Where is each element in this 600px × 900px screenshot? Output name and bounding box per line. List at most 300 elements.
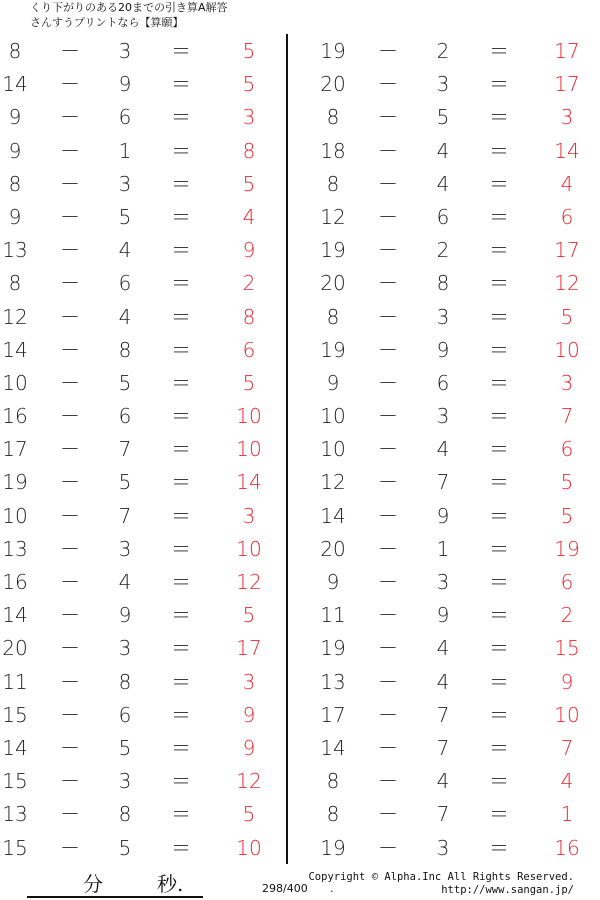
problem-row (318, 301, 600, 334)
minus-sign: － (60, 536, 80, 561)
equals-sign: ＝ (171, 238, 191, 263)
problem-row (0, 301, 282, 334)
answer: 3 (560, 105, 574, 130)
seconds-label: 秒. (157, 872, 184, 896)
answer: 19 (554, 536, 580, 561)
minuend: 20 (320, 271, 346, 296)
answer: 1 (560, 802, 574, 827)
subtrahend: 8 (118, 337, 132, 362)
equals-sign: ＝ (489, 171, 509, 196)
minus-sign: － (60, 835, 80, 860)
subtrahend: 3 (436, 304, 450, 329)
equals-sign: ＝ (171, 105, 191, 130)
subtrahend: 4 (436, 171, 450, 196)
subtrahend: 7 (436, 702, 450, 727)
answer: 9 (242, 238, 256, 263)
equals-sign: ＝ (489, 536, 509, 561)
answer: 6 (242, 337, 256, 362)
answer: 10 (236, 536, 262, 561)
equals-sign: ＝ (171, 138, 191, 163)
subtrahend: 1 (118, 138, 132, 163)
equals-sign: ＝ (171, 404, 191, 429)
equals-sign: ＝ (171, 304, 191, 329)
minus-sign: － (378, 702, 398, 727)
equals-sign: ＝ (489, 204, 509, 229)
subtrahend: 6 (118, 271, 132, 296)
minuend: 14 (2, 735, 28, 760)
minuend: 16 (2, 404, 28, 429)
subtrahend: 4 (118, 304, 132, 329)
equals-sign: ＝ (489, 570, 509, 594)
minus-sign: － (378, 370, 398, 395)
subtrahend: 9 (436, 603, 450, 628)
subtrahend: 9 (436, 503, 450, 528)
problem-row (318, 101, 600, 134)
minus-sign: － (60, 370, 80, 395)
minuend: 20 (320, 536, 346, 561)
subtrahend: 5 (118, 470, 132, 495)
minus-sign: － (378, 669, 398, 694)
problem-row (0, 500, 282, 533)
problem-row (318, 135, 600, 168)
minuend: 8 (326, 171, 340, 196)
answer: 10 (236, 404, 262, 429)
answer: 12 (236, 769, 262, 794)
problem-row (0, 201, 282, 234)
problem-row (0, 367, 282, 400)
minuend: 20 (2, 636, 28, 661)
minus-sign: － (378, 636, 398, 661)
answer: 4 (560, 769, 574, 794)
subtrahend: 3 (118, 536, 132, 561)
equals-sign: ＝ (171, 503, 191, 528)
subtrahend: 3 (118, 171, 132, 196)
answer: 17 (554, 238, 580, 263)
subtrahend: 6 (436, 370, 450, 395)
minus-sign: － (378, 105, 398, 130)
minuend: 12 (2, 304, 28, 329)
minuend: 14 (2, 603, 28, 628)
problem-row (318, 201, 600, 234)
minuend: 8 (326, 105, 340, 130)
page-subtitle: さんすうプリントなら【算願】 (30, 16, 184, 29)
equals-sign: ＝ (171, 271, 191, 296)
copyright-block (308, 871, 574, 897)
answer: 12 (236, 570, 262, 594)
minuend: 12 (320, 470, 346, 495)
minuend: 8 (326, 802, 340, 827)
minuend: 14 (320, 735, 346, 760)
problem-row (0, 765, 282, 798)
subtrahend: 8 (118, 669, 132, 694)
equals-sign: ＝ (171, 802, 191, 827)
equals-sign: ＝ (171, 669, 191, 694)
minutes-label: 分 (83, 872, 103, 896)
minuend: 13 (320, 669, 346, 694)
minus-sign: － (60, 404, 80, 429)
problem-row (318, 367, 600, 400)
minus-sign: － (60, 735, 80, 760)
minus-sign: － (60, 204, 80, 229)
subtrahend: 3 (436, 570, 450, 594)
answer: 3 (242, 105, 256, 130)
problem-row (318, 765, 600, 798)
equals-sign: ＝ (489, 835, 509, 860)
subtrahend: 6 (118, 702, 132, 727)
equals-sign: ＝ (171, 702, 191, 727)
subtrahend: 6 (436, 204, 450, 229)
subtrahend: 8 (118, 802, 132, 827)
minus-sign: － (60, 636, 80, 661)
equals-sign: ＝ (171, 370, 191, 395)
answer: 5 (242, 72, 256, 97)
problem-row (318, 566, 600, 599)
subtrahend: 8 (436, 271, 450, 296)
minuend: 10 (2, 370, 28, 395)
equals-sign: ＝ (489, 337, 509, 362)
minuend: 12 (320, 204, 346, 229)
equals-sign: ＝ (171, 536, 191, 561)
subtrahend: 7 (118, 437, 132, 462)
minus-sign: － (378, 735, 398, 760)
minus-sign: － (378, 536, 398, 561)
subtrahend: 1 (436, 536, 450, 561)
minuend: 15 (2, 769, 28, 794)
equals-sign: ＝ (171, 171, 191, 196)
equals-sign: ＝ (489, 238, 509, 263)
answer: 12 (554, 271, 580, 296)
subtrahend: 3 (118, 769, 132, 794)
minuend: 19 (320, 238, 346, 263)
minuend: 19 (320, 835, 346, 860)
subtrahend: 4 (436, 437, 450, 462)
minus-sign: － (378, 570, 398, 594)
equals-sign: ＝ (489, 437, 509, 462)
minuend: 16 (2, 570, 28, 594)
equals-sign: ＝ (171, 835, 191, 860)
answer: 4 (242, 204, 256, 229)
problem-row (0, 599, 282, 632)
minus-sign: － (378, 769, 398, 794)
answer: 7 (560, 404, 574, 429)
answer: 6 (560, 570, 574, 594)
minuend: 11 (2, 669, 28, 694)
subtrahend: 7 (118, 503, 132, 528)
answer: 17 (236, 636, 262, 661)
subtrahend: 5 (118, 370, 132, 395)
answer: 3 (242, 503, 256, 528)
subtrahend: 4 (436, 636, 450, 661)
problem-row (0, 798, 282, 831)
minuend: 17 (2, 437, 28, 462)
minuend: 9 (8, 204, 22, 229)
subtrahend: 2 (436, 39, 450, 63)
copyright-text: Copyright © Alpha.Inc All Rights Reserved. (308, 871, 574, 883)
minuend: 19 (320, 39, 346, 63)
minus-sign: － (60, 503, 80, 528)
minus-sign: － (378, 39, 398, 63)
minuend: 15 (2, 702, 28, 727)
subtrahend: 5 (118, 735, 132, 760)
problem-row (318, 334, 600, 367)
problem-row (318, 832, 600, 865)
minuend: 14 (320, 503, 346, 528)
problem-row (318, 267, 600, 300)
minus-sign: － (60, 337, 80, 362)
problem-row (0, 732, 282, 765)
minuend: 17 (320, 702, 346, 727)
minus-sign: － (378, 171, 398, 196)
minuend: 19 (2, 470, 28, 495)
answer: 2 (242, 271, 256, 296)
answer: 16 (554, 835, 580, 860)
subtrahend: 6 (118, 105, 132, 130)
minuend: 13 (2, 802, 28, 827)
equals-sign: ＝ (489, 503, 509, 528)
answer: 5 (242, 171, 256, 196)
footer-dot: . (330, 882, 334, 895)
minus-sign: － (378, 404, 398, 429)
equals-sign: ＝ (489, 138, 509, 163)
answer: 5 (242, 603, 256, 628)
minus-sign: － (378, 304, 398, 329)
problem-row (318, 234, 600, 267)
subtrahend: 3 (436, 72, 450, 97)
minus-sign: － (60, 39, 80, 63)
subtrahend: 3 (118, 39, 132, 63)
minus-sign: － (60, 72, 80, 97)
problem-row (0, 68, 282, 101)
minus-sign: － (378, 603, 398, 628)
problem-row (318, 35, 600, 68)
subtrahend: 5 (118, 204, 132, 229)
subtrahend: 4 (118, 570, 132, 594)
subtrahend: 9 (118, 72, 132, 97)
minus-sign: － (378, 204, 398, 229)
subtrahend: 6 (118, 404, 132, 429)
problem-row (318, 798, 600, 831)
minuend: 10 (2, 503, 28, 528)
minus-sign: － (60, 238, 80, 263)
minus-sign: － (60, 570, 80, 594)
equals-sign: ＝ (489, 470, 509, 495)
minus-sign: － (60, 138, 80, 163)
minus-sign: － (378, 138, 398, 163)
problem-row (0, 400, 282, 433)
answer: 10 (236, 437, 262, 462)
page-number: 298/400 (262, 882, 308, 895)
problem-row (0, 433, 282, 466)
equals-sign: ＝ (171, 735, 191, 760)
minus-sign: － (60, 271, 80, 296)
equals-sign: ＝ (489, 370, 509, 395)
problem-row (0, 35, 282, 68)
minuend: 14 (2, 72, 28, 97)
equals-sign: ＝ (489, 39, 509, 63)
equals-sign: ＝ (489, 735, 509, 760)
problem-row (0, 666, 282, 699)
page-header (30, 0, 228, 30)
problem-row (318, 68, 600, 101)
problem-row (318, 168, 600, 201)
problem-row (0, 533, 282, 566)
answer: 15 (554, 636, 580, 661)
subtrahend: 7 (436, 735, 450, 760)
column-divider (286, 34, 288, 864)
minus-sign: － (60, 304, 80, 329)
problem-row (318, 400, 600, 433)
problem-row (318, 699, 600, 732)
minuend: 13 (2, 536, 28, 561)
minuend: 18 (320, 138, 346, 163)
minuend: 8 (326, 769, 340, 794)
time-record-line (27, 868, 203, 898)
problem-row (0, 101, 282, 134)
problem-row (318, 433, 600, 466)
equals-sign: ＝ (171, 437, 191, 462)
minus-sign: － (378, 72, 398, 97)
problem-row (0, 135, 282, 168)
equals-sign: ＝ (489, 702, 509, 727)
problem-row (0, 699, 282, 732)
answer: 4 (560, 171, 574, 196)
minuend: 8 (8, 171, 22, 196)
minus-sign: － (60, 702, 80, 727)
answer: 17 (554, 72, 580, 97)
minus-sign: － (378, 835, 398, 860)
minuend: 8 (326, 304, 340, 329)
subtrahend: 4 (436, 769, 450, 794)
minuend: 20 (320, 72, 346, 97)
minuend: 15 (2, 835, 28, 860)
subtrahend: 4 (118, 238, 132, 263)
equals-sign: ＝ (171, 470, 191, 495)
problem-row (318, 466, 600, 499)
minus-sign: － (378, 802, 398, 827)
equals-sign: ＝ (171, 636, 191, 661)
answer: 9 (242, 735, 256, 760)
equals-sign: ＝ (489, 636, 509, 661)
subtrahend: 3 (436, 835, 450, 860)
minus-sign: － (378, 470, 398, 495)
problem-row (318, 500, 600, 533)
answer: 9 (242, 702, 256, 727)
equals-sign: ＝ (171, 204, 191, 229)
minus-sign: － (60, 769, 80, 794)
minuend: 9 (8, 105, 22, 130)
equals-sign: ＝ (489, 769, 509, 794)
equals-sign: ＝ (489, 304, 509, 329)
minus-sign: － (378, 337, 398, 362)
subtrahend: 7 (436, 470, 450, 495)
equals-sign: ＝ (171, 603, 191, 628)
answer: 5 (560, 304, 574, 329)
equals-sign: ＝ (489, 271, 509, 296)
problem-row (0, 168, 282, 201)
subtrahend: 4 (436, 669, 450, 694)
minuend: 8 (8, 39, 22, 63)
minus-sign: － (60, 437, 80, 462)
answer: 5 (560, 470, 574, 495)
answer: 17 (554, 39, 580, 63)
minus-sign: － (60, 171, 80, 196)
equals-sign: ＝ (171, 570, 191, 594)
problem-row (0, 267, 282, 300)
equals-sign: ＝ (489, 404, 509, 429)
subtrahend: 4 (436, 138, 450, 163)
problem-row (318, 666, 600, 699)
subtrahend: 3 (436, 404, 450, 429)
problem-row (0, 466, 282, 499)
answer: 9 (560, 669, 574, 694)
equals-sign: ＝ (489, 72, 509, 97)
problem-row (318, 732, 600, 765)
minus-sign: － (60, 470, 80, 495)
problem-row (318, 599, 600, 632)
problem-row (318, 632, 600, 665)
answer: 2 (560, 603, 574, 628)
answer: 8 (242, 304, 256, 329)
subtrahend: 5 (118, 835, 132, 860)
minuend: 9 (326, 570, 340, 594)
answer: 5 (560, 503, 574, 528)
problem-row (0, 832, 282, 865)
problem-row (0, 566, 282, 599)
minus-sign: － (378, 238, 398, 263)
minuend: 14 (2, 337, 28, 362)
minus-sign: － (378, 503, 398, 528)
minuend: 11 (320, 603, 346, 628)
problem-row (0, 234, 282, 267)
subtrahend: 2 (436, 238, 450, 263)
equals-sign: ＝ (489, 669, 509, 694)
subtrahend: 7 (436, 802, 450, 827)
answer: 3 (560, 370, 574, 395)
answer: 6 (560, 204, 574, 229)
answer: 5 (242, 39, 256, 63)
answer: 14 (236, 470, 262, 495)
minus-sign: － (60, 105, 80, 130)
site-url: http://www.sangan.jp/ (441, 884, 574, 896)
answer: 10 (554, 337, 580, 362)
answer: 10 (236, 835, 262, 860)
answer: 5 (242, 370, 256, 395)
minus-sign: － (378, 271, 398, 296)
left-problem-column (0, 35, 282, 865)
equals-sign: ＝ (489, 105, 509, 130)
answer: 8 (242, 138, 256, 163)
minus-sign: － (60, 669, 80, 694)
minuend: 19 (320, 636, 346, 661)
minus-sign: － (60, 603, 80, 628)
subtrahend: 9 (118, 603, 132, 628)
answer: 3 (242, 669, 256, 694)
minuend: 8 (8, 271, 22, 296)
subtrahend: 3 (118, 636, 132, 661)
answer: 10 (554, 702, 580, 727)
problem-row (0, 334, 282, 367)
minus-sign: － (60, 802, 80, 827)
answer: 5 (242, 802, 256, 827)
minuend: 10 (320, 404, 346, 429)
minuend: 19 (320, 337, 346, 362)
minuend: 9 (8, 138, 22, 163)
minus-sign: － (378, 437, 398, 462)
minuend: 10 (320, 437, 346, 462)
equals-sign: ＝ (171, 337, 191, 362)
page-title: くり下がりのある20までの引き算A解答 (30, 1, 228, 14)
equals-sign: ＝ (171, 39, 191, 63)
